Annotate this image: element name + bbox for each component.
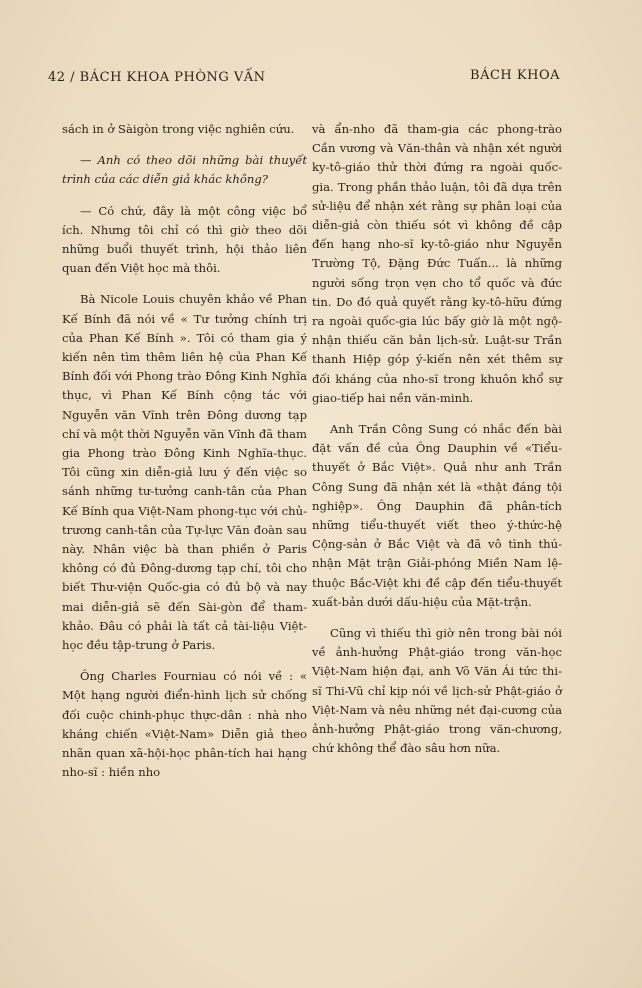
interview-question: — Anh có theo dõi những bài thuyết trình của các diễn giả khác không? — [62, 153, 307, 187]
paragraph: Cũng vì thiếu thì giờ nên trong bài nói về ảnh-hưởng Phật-giáo trong văn-học Việt-Nam hiện đại, anh Võ Văn Ái tức thi-sĩ Thi-Vũ chỉ kịp nói về lịch-sử Phật-giáo ở Việt-Nam và nêu những nét đại-cương của ảnh-hưởng Phật-giáo trong văn-chương, chứ không thể đào sâu hơn nữa. — [312, 626, 562, 756]
paragraph: và ẩn-nho đã tham-gia các phong-trào Cần vương và Văn-thân và nhận xét người ky-tô-giáo thử thời đứng ra ngoài quốc-gia. Trong phần thảo luận, tôi đã dựa trên sử-liệu để nhận xét rằng sự phân loại của diễn-giả còn thiếu sót vì không đề cập đến hạng nho-sĩ ky-tô-giáo như Nguyễn Trường Tộ, Đặng Đức Tuấn... là những người sống trọn vẹn cho tổ quốc và đức tin. Do đó quả quyết rằng ky-tô-hữu đứng ra ngoài quốc-gia lúc bấy giờ là một ngộ-nhận thiếu căn bản lịch-sử. Luật-sư Trần thanh Hiệp góp ý-kiến nên xét thêm sự đối kháng của nho-sĩ trong khuôn khổ sự giao-tiếp hai nền văn-minh. — [312, 122, 562, 405]
right-column — [312, 120, 562, 771]
left-column — [62, 120, 307, 795]
paragraph: — Có chứ, đây là một công việc bổ ích. Nhưng tôi chỉ có thì giờ theo dõi những buổi thuyết trình, hội thảo liên quan đến Việt học mà thôi. — [62, 203, 307, 276]
paragraph: Anh Trần Công Sung có nhắc đến bài đặt vấn đề của Ông Dauphin về «Tiểu-thuyết ở Bắc Việt». Quả như anh Trần Công Sung đã nhận xét là «thật đáng tội nghiệp». Ông Dauphin đã phân-tích những tiểu-thuyết viết theo ý-thức-hệ Cộng-sản ở Bắc Việt và đã vô tình thú-nhận Mặt trận Giải-phóng Miền Nam lệ-thuộc Bắc-Việt khi đề cập đến tiểu-thuyết xuất-bản dưới dấu-hiệu của Mặt-trận. — [312, 422, 562, 609]
paragraph: Bà Nicole Louis chuyên khảo về Phan Kế Bính đã nói về « Tư tưởng chính trị của Phan Kế Bính ». Tôi có tham gia ý kiến nên tìm thêm liên hệ của Phan Kế Bính đối với Phong trào Đông Kinh Nghĩa thục, vì Phan Kế Bính cộng tác với Nguyễn văn Vĩnh trên Đông dương tạp chí và một thời Nguyễn văn Vĩnh đã tham gia Phong trào Đông Kinh Nghĩa-thục. Tôi cũng xin diễn-giả lưu ý đến việc so sánh những tư-tưởng canh-tân của Phan Kế Bính qua Việt-Nam phong-tục với chủ-trương canh-tân của Tự-lực Văn đoàn sau này. Nhân việc bà than phiền ở Paris không có đủ Đông-dương tạp chí, tôi cho biết Thư-viện Quốc-gia có đủ bộ và nay mai diễn-giả sẽ đến Sài-gòn để tham-khảo. Đâu có phải là tất cả tài-liệu Việt-học đều tập-trung ở Paris. — [62, 292, 307, 653]
running-title-left: 42 / BÁCH KHOA PHÒNG VẤN — [48, 70, 266, 85]
paragraph: sách in ở Sàigòn trong việc nghiên cứu. — [62, 122, 295, 136]
running-title-right: BÁCH KHOA — [470, 68, 560, 83]
paragraph: Ông Charles Fourniau có nói về : « Một hạng người điển-hình lịch sử chống đối cuộc chinh-phục thực-dân : nhà nho kháng chiến «Việt-Nam» Diễn giả theo nhãn quan xã-hội-học phân-tích hai hạng nho-sĩ : hiền nho — [62, 669, 307, 780]
